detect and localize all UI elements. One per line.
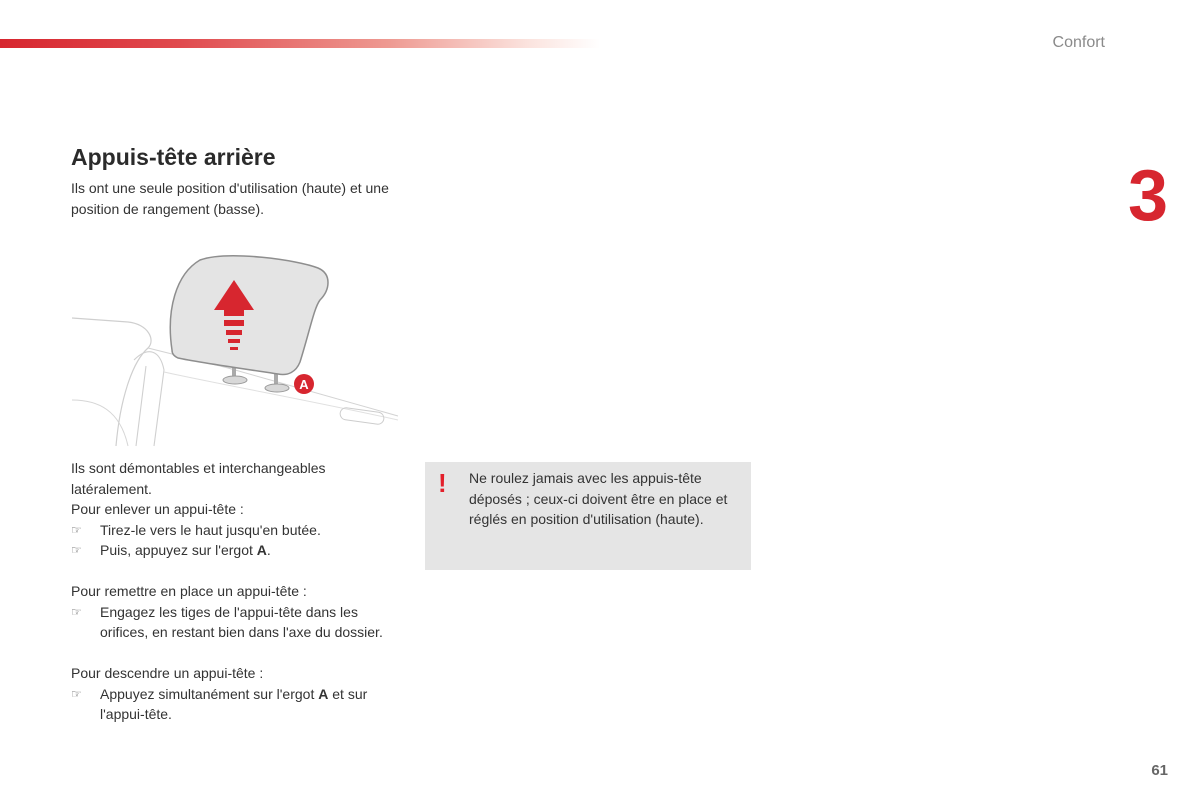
arrow-dash-4 xyxy=(230,347,238,350)
headrest-body xyxy=(170,256,328,375)
lower-step-1: ☞ Appuyez simultanément sur l'ergot A et sur l'appui-tête. xyxy=(71,685,368,722)
section-name: Confort xyxy=(1052,34,1105,51)
bullet-hand-icon: ☞ xyxy=(71,522,82,537)
stem-guide-right xyxy=(265,384,289,392)
warning-text: Ne roulez jamais avec les appuis-tête déposés ; ceux-ci doivent être en place et réglés en position d'utilisation (haute). xyxy=(469,470,728,527)
lower-intro: Pour descendre un appui-tête : xyxy=(71,665,264,681)
seat-belt xyxy=(134,352,164,446)
intro-text: Ils ont une seule position d'utilisation (haute) et une position de rangement (basse). xyxy=(71,180,389,217)
warning-box xyxy=(425,462,751,570)
remove-intro: Pour enlever un appui-tête : xyxy=(71,501,244,517)
paragraph-removable: Ils sont démontables et interchangeables latéralement. xyxy=(71,460,326,497)
stem-guide-left xyxy=(223,376,247,384)
callout-a-label: A xyxy=(299,377,309,392)
seat-back-edge xyxy=(72,400,128,446)
remove-step-2: ☞ Puis, appuyez sur l'ergot A. xyxy=(71,540,406,561)
seat-fold-line xyxy=(164,372,398,420)
arrow-dash-3 xyxy=(228,339,240,343)
seat-back-outline xyxy=(72,318,151,446)
bullet-hand-icon: ☞ xyxy=(71,604,82,619)
refit-intro: Pour remettre en place un appui-tête : xyxy=(71,583,307,599)
instructions-column xyxy=(71,458,406,725)
headrest-illustration xyxy=(68,250,403,450)
page-number: 61 xyxy=(1151,762,1168,779)
chapter-number: 3 xyxy=(1128,156,1167,236)
bullet-hand-icon: ☞ xyxy=(71,686,82,701)
arrow-dash-1 xyxy=(224,320,244,326)
warning-exclamation-icon: ! xyxy=(438,468,447,498)
remove-step-1: ☞ Tirez-le vers le haut jusqu'en butée. xyxy=(71,520,406,541)
page-title: Appuis-tête arrière xyxy=(71,144,276,170)
bullet-hand-icon: ☞ xyxy=(71,543,82,557)
refit-step-1: ☞ Engagez les tiges de l'appui-tête dans les orifices, en restant bien dans l'axe du dossier. xyxy=(71,603,383,640)
arrow-dash-2 xyxy=(226,330,242,335)
header-accent-bar xyxy=(0,39,600,48)
